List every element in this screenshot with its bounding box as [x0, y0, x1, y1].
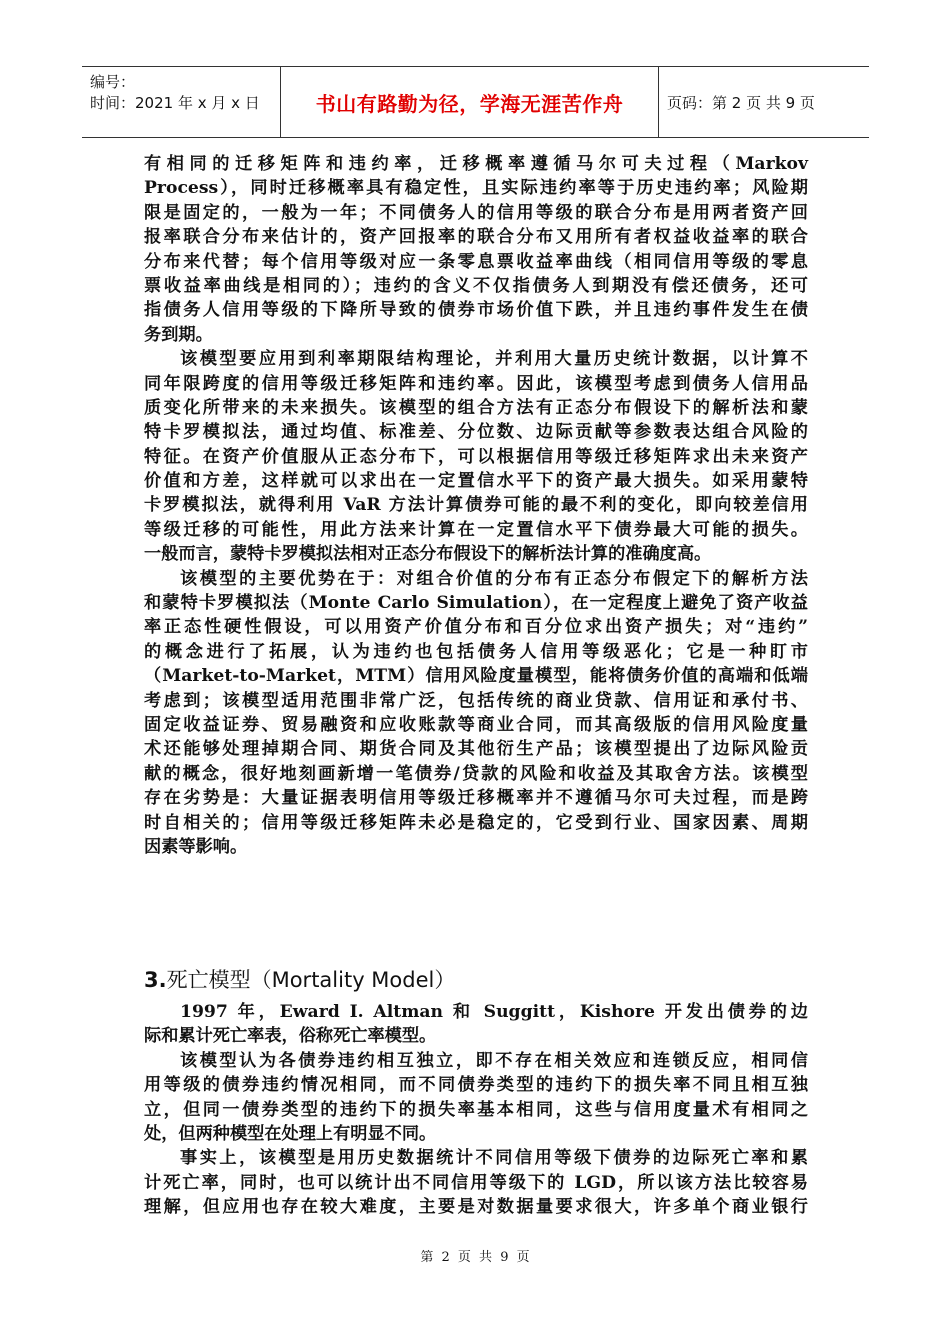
paragraph-line: 考虑到；该模型适用范围非常广泛，包括传统的商业贷款、信用证和承付书、	[144, 690, 808, 711]
section-heading	[144, 964, 455, 994]
paragraph-line: 献的概念，很好地刻画新增一笔债券/贷款的风险和收益及其取舍方法。该模型	[144, 763, 808, 784]
document-number-label: 编号：	[90, 73, 136, 91]
page-footer: 第 2 页 共 9 页	[420, 1250, 530, 1265]
paragraph-line: 卡罗模拟法，就得利用 VaR 方法计算债券可能的最不利的变化，即向较差信用	[144, 495, 808, 516]
page-header	[82, 66, 869, 138]
paragraph-line: 分布来代替；每个信用等级对应一条零息票收益率曲线（相同信用等级的零息	[144, 251, 808, 272]
header-page-number: 页码：第 2 页 共 9 页	[667, 93, 815, 112]
paragraph-line: 质变化所带来的未来损失。该模型的组合方法有正态分布假设下的解析法和蒙	[144, 397, 808, 418]
paragraph-line: 价值和方差，这样就可以求出在一定置信水平下的资产最大损失。如采用蒙特	[144, 471, 808, 492]
paragraph-line: 计死亡率，同时，也可以统计出不同信用等级下的 LGD，所以该方法比较容易	[144, 1172, 808, 1193]
paragraph-line: 有相同的迁移矩阵和违约率，迁移概率遵循马尔可夫过程（Markov	[144, 154, 808, 174]
paragraph-line: 该模型认为各债券违约相互独立，即不存在相关效应和连锁反应，相同信	[180, 1050, 808, 1071]
paragraph-line: 因素等影响。	[144, 836, 248, 857]
header-motto: 书山有路勤为径，学海无涯苦作舟	[281, 67, 659, 137]
header-meta	[82, 67, 281, 137]
paragraph-line: 事实上，该模型是用历史数据统计不同信用等级下债券的边际死亡率和累	[180, 1148, 808, 1169]
paragraph-line: 存在劣势是：大量证据表明信用等级迁移概率并不遵循马尔可夫过程，而是跨	[144, 788, 808, 809]
paragraph-line: 时自相关的；信用等级迁移矩阵未必是稳定的，它受到行业、国家因素、周期	[144, 812, 808, 833]
paragraph-line: （Market-to-Market，MTM）信用风险度量模型，能将债务价值的高端和低端	[144, 666, 808, 687]
paragraph-line: Process），同时迁移概率具有稳定性，且实际违约率等于历史违约率；风险期	[144, 178, 808, 199]
paragraph-line: 该模型的主要优势在于：对组合价值的分布有正态分布假定下的解析方法	[180, 568, 808, 589]
paragraph-line: 际和累计死亡率表，俗称死亡率模型。	[144, 1026, 437, 1047]
section-title: 死亡模型（Mortality Model）	[166, 968, 456, 992]
paragraph-line: 一般而言，蒙特卡罗模拟法相对正态分布假设下的解析法计算的准确度高。	[144, 544, 712, 565]
paragraph-line: 限是固定的，一般为一年；不同债务人的信用等级的联合分布是用两者资产回	[144, 202, 808, 223]
paragraph-line: 固定收益证券、贸易融资和应收账款等商业合同，而其高级版的信用风险度量	[144, 714, 808, 735]
paragraph-line: 立，但同一债券类型的违约下的损失率基本相同，这些与信用度量术有相同之	[144, 1099, 808, 1120]
body-text	[144, 152, 808, 859]
paragraph-line: 理解，但应用也存在较大难度，主要是对数据量要求很大，许多单个商业银行	[144, 1197, 808, 1218]
paragraph-line: 务到期。	[144, 324, 213, 345]
paragraph-line: 报率联合分布来估计的，资产回报率的联合分布又用所有者权益收益率的联合	[144, 227, 808, 248]
document-time-label: 时间：2021 年 x 月 x 日	[90, 94, 260, 112]
paragraph-line: 用等级的债券违约情况相同，而不同债券类型的违约下的损失率不同且相互独	[144, 1075, 808, 1096]
paragraph-line: 处，但两种模型在处理上有明显不同。	[144, 1123, 437, 1144]
paragraph-line: 特卡罗模拟法，通过均值、标准差、分位数、边际贡献等参数表达组合风险的	[144, 422, 808, 443]
paragraph-line: 术还能够处理掉期合同、期货合同及其他衍生产品；该模型提出了边际风险贡	[144, 739, 808, 760]
section-number: 3.	[144, 968, 167, 992]
paragraph-line: 指债务人信用等级的下降所导致的债券市场价值下跌，并且违约事件发生在债	[144, 300, 808, 321]
paragraph-line: 特征。在资产价值服从正态分布下，可以根据信用等级迁移矩阵求出未来资产	[144, 446, 808, 467]
paragraph-line: 等级迁移的可能性，用此方法来计算在一定置信水平下债券最大可能的损失。	[144, 519, 808, 540]
paragraph-line: 和蒙特卡罗模拟法（Monte Carlo Simulation），在一定程度上避免了资产收益	[144, 593, 808, 614]
paragraph-line: 同年限跨度的信用等级迁移矩阵和违约率。因此，该模型考虑到债务人信用品	[144, 373, 808, 394]
body-text-section-3	[144, 1000, 808, 1220]
paragraph-line: 票收益率曲线是相同的）；违约的含义不仅指债务人到期没有偿还债务，还可	[144, 275, 808, 296]
paragraph-line: 1997 年，Eward I. Altman 和 Suggitt，Kishore 开发出债券的边	[180, 1002, 808, 1022]
paragraph-line: 的概念进行了拓展，认为违约也包括债务人信用等级恶化；它是一种盯市	[144, 641, 808, 662]
paragraph-line: 率正态性硬性假设，可以用资产价值分布和百分位求出资产损失；对“违约”	[144, 617, 808, 638]
paragraph-line: 该模型要应用到利率期限结构理论，并利用大量历史统计数据，以计算不	[180, 349, 808, 370]
